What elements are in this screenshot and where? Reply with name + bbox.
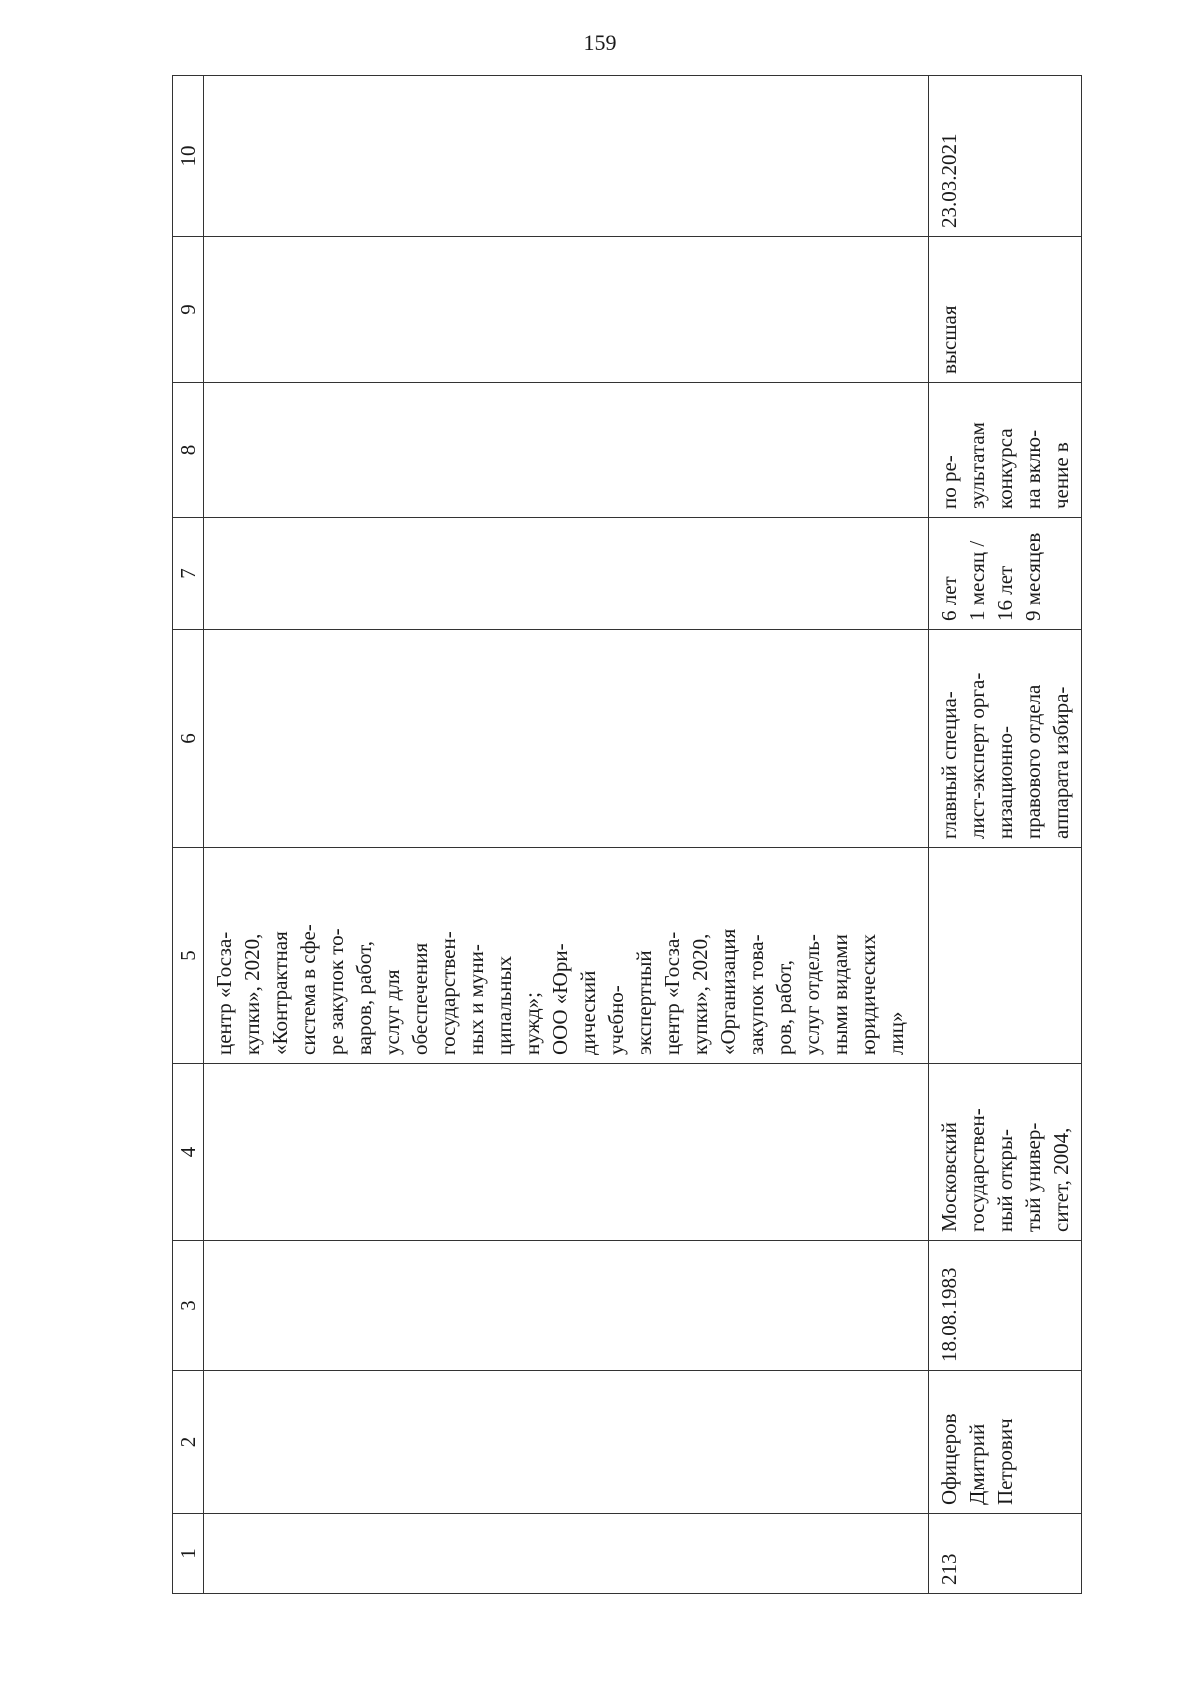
column-number: 4 [173, 1064, 204, 1241]
cell-group: высшая [929, 237, 1082, 383]
cell-education [204, 1064, 929, 1241]
cell-experience: 6 лет 1 месяц / 16 лет 9 месяцев [929, 518, 1082, 630]
cell-additional-education [929, 848, 1082, 1064]
page-number: 159 [583, 30, 617, 55]
cell-date [204, 76, 929, 237]
column-number: 9 [173, 237, 204, 383]
cell-name: Офицеров Дмитрий Петрович [929, 1371, 1082, 1514]
column-number: 3 [173, 1241, 204, 1371]
cell-position: главный специа- лист-эксперт орга- низационно- правового отдела аппарата избира- [929, 630, 1082, 848]
cell-experience [204, 518, 929, 630]
continuation-row [204, 76, 929, 1594]
column-number: 2 [173, 1371, 204, 1514]
column-number: 6 [173, 630, 204, 848]
cell-birth-date [204, 1241, 929, 1371]
column-number-row [173, 76, 204, 1594]
cell-number [204, 1514, 929, 1594]
cell-position [204, 630, 929, 848]
personnel-table [172, 76, 1073, 1594]
cell-additional-education: центр «Госза- купки», 2020, «Контрактная система в сфе- ре закупок то- варов, работ, услуг для обеспечения государствен- ных и муни- ципальных нужд»; ООО «Юри- дический учебно- экспертный центр «Госза- купки», 2020, «Организация закупок това- ров, работ, услуг отдель- ными видами юридических лиц» [204, 848, 929, 1064]
column-number: 1 [173, 1514, 204, 1594]
column-number: 5 [173, 848, 204, 1064]
cell-date: 23.03.2021 [929, 76, 1082, 237]
column-number: 7 [173, 518, 204, 630]
cell-basis [204, 383, 929, 518]
cell-name [204, 1371, 929, 1514]
column-number: 10 [173, 76, 204, 237]
table-row [929, 76, 1082, 1594]
cell-basis: по ре- зультатам конкурса на вклю- чение в [929, 383, 1082, 518]
cell-number: 213 [929, 1514, 1082, 1594]
cell-education: Московский государствен- ный откры- тый универ- ситет, 2004, [929, 1064, 1082, 1241]
cell-birth-date: 18.08.1983 [929, 1241, 1082, 1371]
cell-group [204, 237, 929, 383]
column-number: 8 [173, 383, 204, 518]
